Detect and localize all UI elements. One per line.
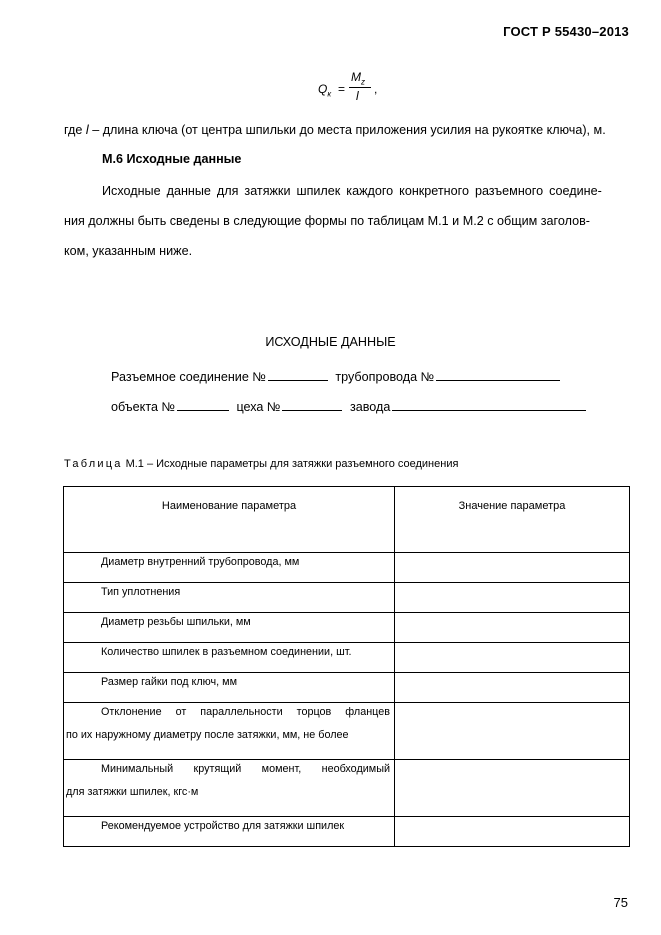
parameter-value[interactable] <box>395 553 630 583</box>
page-number: 75 <box>613 895 628 910</box>
parameter-value[interactable] <box>395 760 630 817</box>
formula-comma: , <box>374 82 378 96</box>
column-header-value: Значение параметра <box>395 487 630 553</box>
document-header: ГОСТ Р 55430–2013 <box>503 24 629 39</box>
torque-formula <box>318 70 398 110</box>
fraction-bar <box>349 87 371 88</box>
table-row <box>64 817 630 847</box>
table-row <box>64 643 630 673</box>
section-title: М.6 Исходные данные <box>102 152 242 166</box>
form-line-1: Разъемное соединение № трубопровода № <box>111 368 564 384</box>
parameter-name: Рекомендуемое устройство для затяжки шпилек <box>64 817 395 847</box>
table-header-row <box>64 487 630 553</box>
where-clause: где l – длина ключа (от центра шпильки до места приложения усилия на рукоятке ключа), м. <box>64 123 606 137</box>
parameter-value[interactable] <box>395 817 630 847</box>
table-caption: Таблица М.1 – Исходные параметры для затяжки разъемного соединения <box>64 458 459 470</box>
parameter-value[interactable] <box>395 643 630 673</box>
formula-numerator: $M_z$ <box>351 70 365 87</box>
table-row <box>64 613 630 643</box>
parameter-name: Тип уплотнения <box>64 583 395 613</box>
table-row <box>64 760 630 817</box>
table-row <box>64 583 630 613</box>
paragraph-line: Исходные данные для затяжки шпилек каждого конкретного разъемного соедине- <box>102 184 602 198</box>
parameter-value[interactable] <box>395 673 630 703</box>
formula-equals: = <box>338 82 346 96</box>
blank-object-no[interactable] <box>177 398 229 411</box>
parameter-name: Минимальный крутящий момент, необходимый для затяжки шпилек, кгс·м <box>64 760 395 817</box>
parameter-name: Диаметр резьбы шпильки, мм <box>64 613 395 643</box>
paragraph-line: ком, указанным ниже. <box>64 244 193 258</box>
parameters-table <box>63 486 630 847</box>
table-row <box>64 553 630 583</box>
formula-lhs: $Q_к$ <box>318 82 332 99</box>
blank-plant[interactable] <box>392 398 586 411</box>
column-header-parameter: Наименование параметра <box>64 487 395 553</box>
table-row <box>64 703 630 760</box>
parameter-value[interactable] <box>395 583 630 613</box>
parameter-value[interactable] <box>395 703 630 760</box>
blank-pipeline-no[interactable] <box>436 368 560 381</box>
formula-denominator: l <box>356 89 359 103</box>
parameter-value[interactable] <box>395 613 630 643</box>
form-line-2: объекта № цеха № завода <box>111 398 590 414</box>
parameter-name: Размер гайки под ключ, мм <box>64 673 395 703</box>
form-title: ИСХОДНЫЕ ДАННЫЕ <box>265 335 396 349</box>
parameter-name: Диаметр внутренний трубопровода, мм <box>64 553 395 583</box>
blank-connection-no[interactable] <box>268 368 328 381</box>
paragraph-line: ния должны быть сведены в следующие формы по таблицам М.1 и М.2 с общим заголов- <box>64 214 590 228</box>
parameter-name: Количество шпилек в разъемном соединении, шт. <box>64 643 395 673</box>
blank-shop-no[interactable] <box>282 398 342 411</box>
table-row <box>64 673 630 703</box>
parameter-name: Отклонение от параллельности торцов фланцев по их наружному диаметру после затяжки, мм, не более <box>64 703 395 760</box>
